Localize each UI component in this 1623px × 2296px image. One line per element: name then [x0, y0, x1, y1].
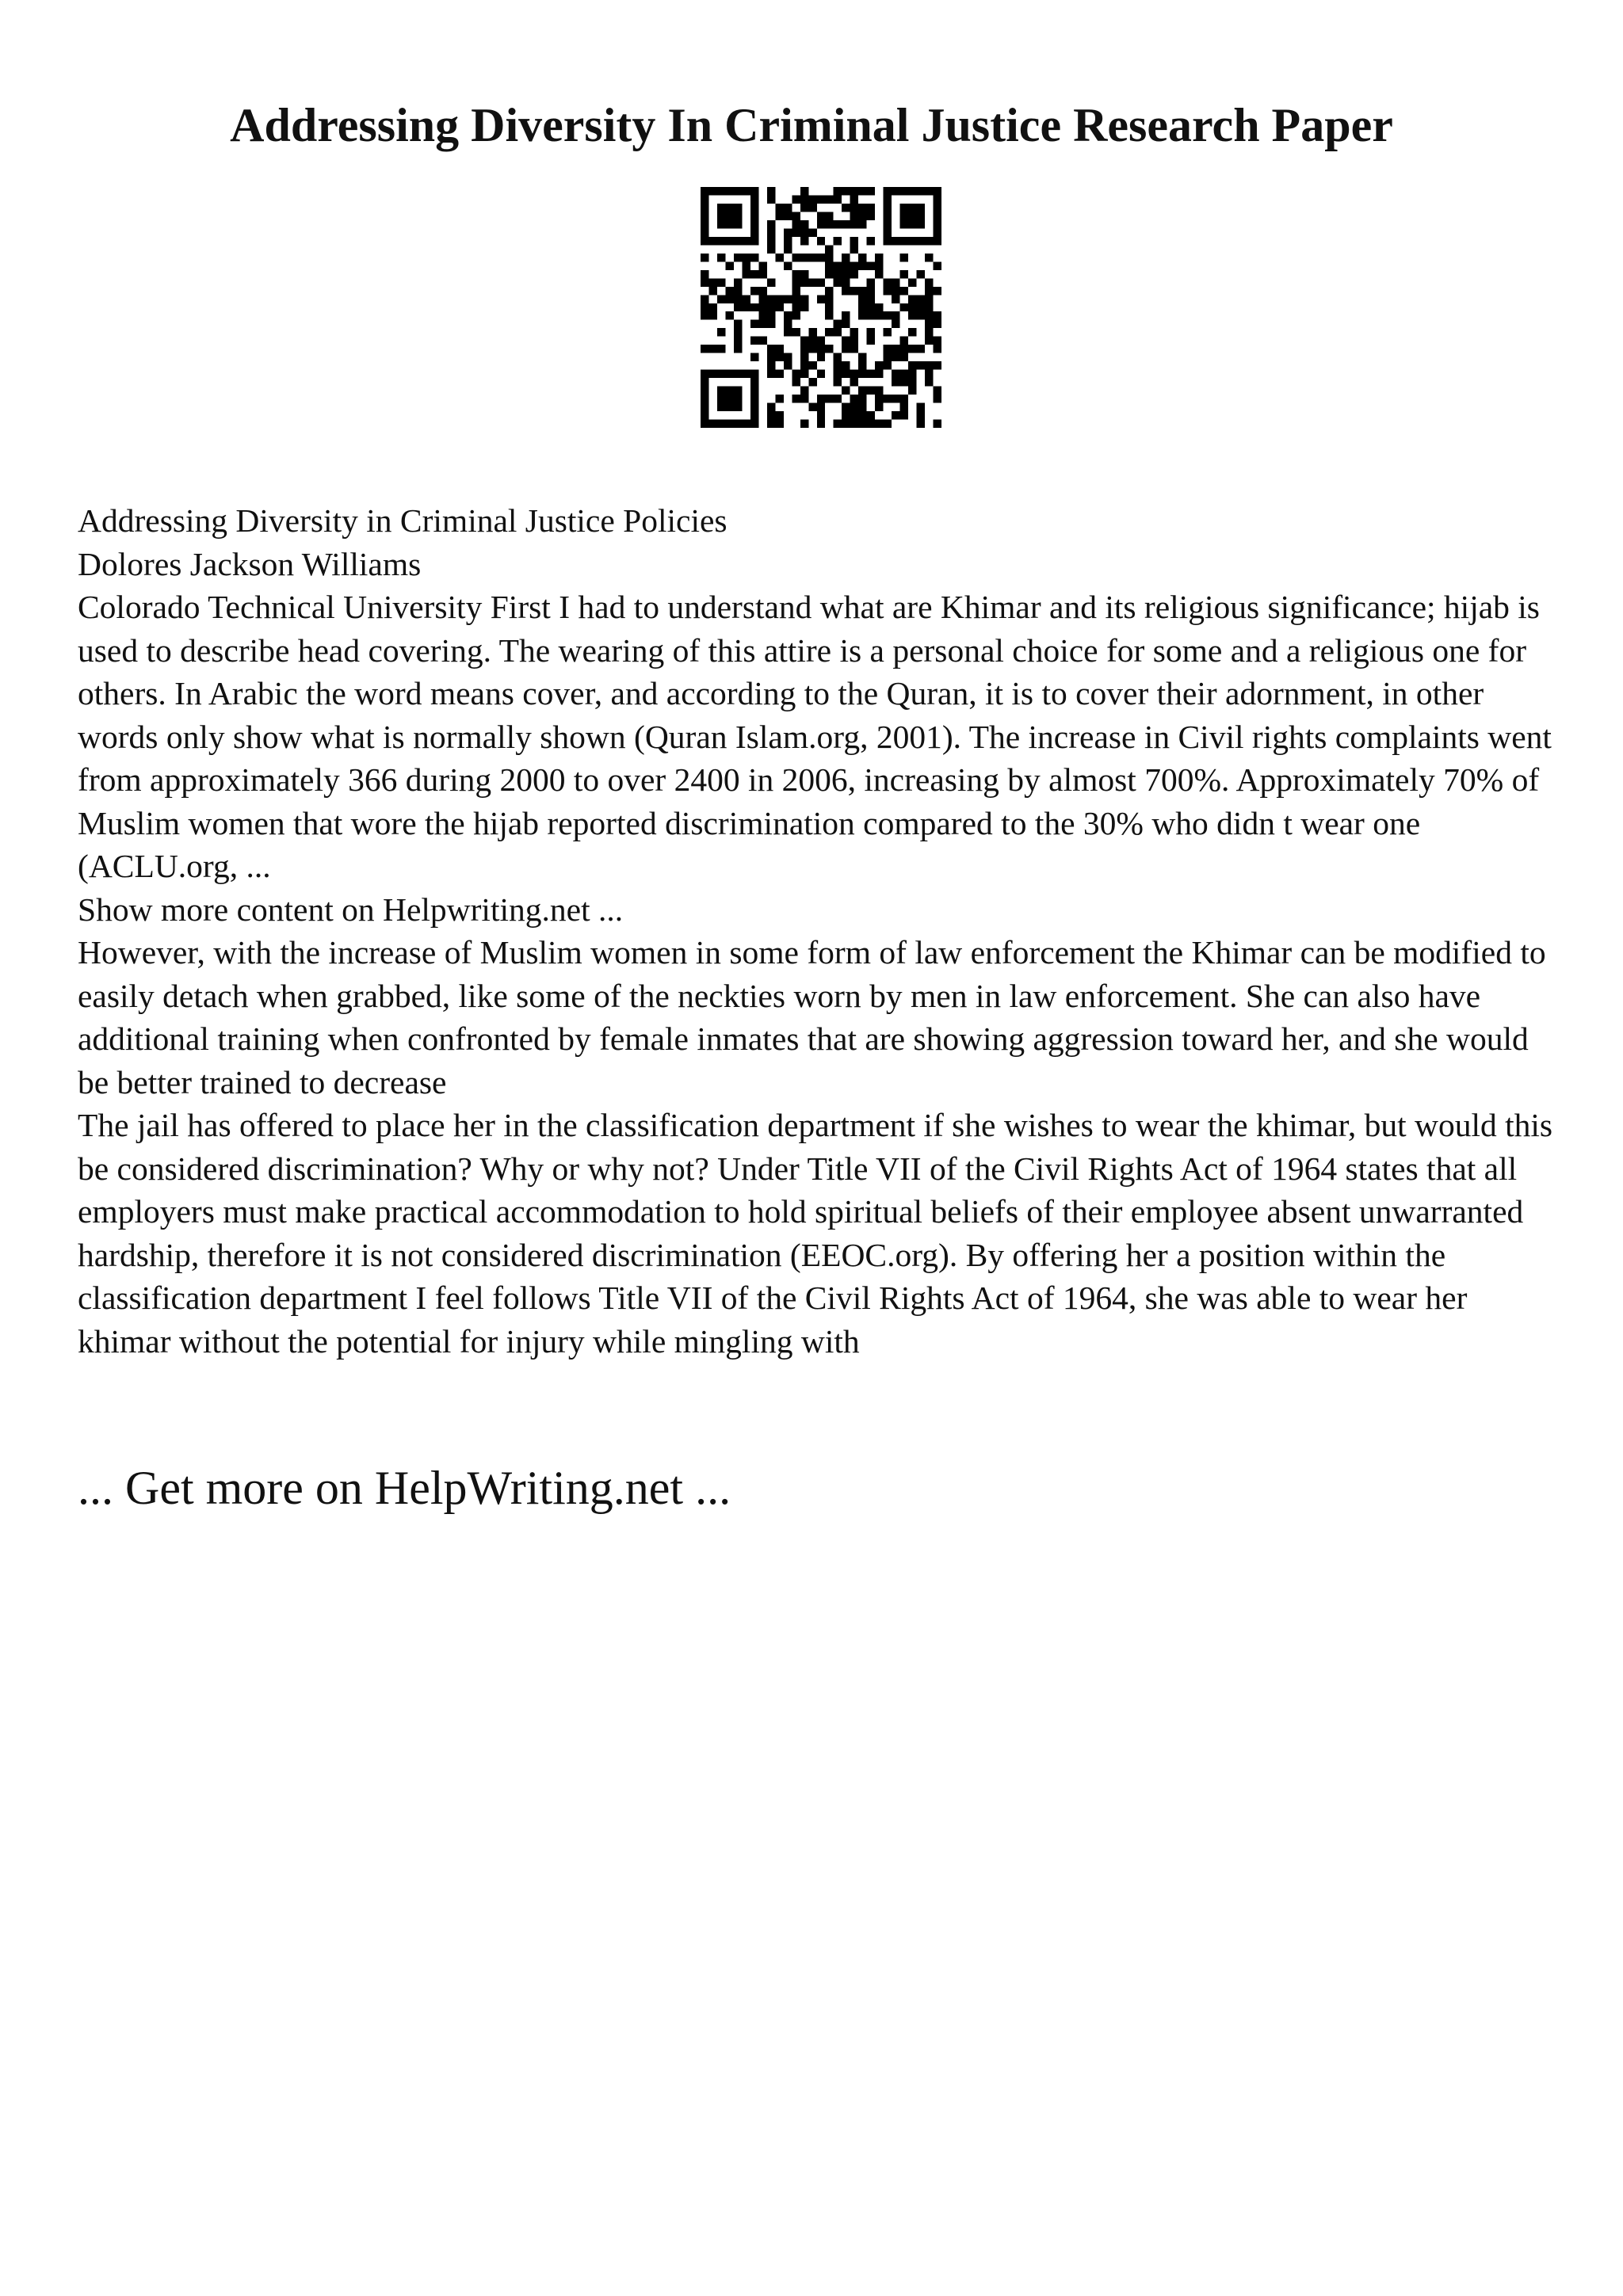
body-paragraph: The jail has offered to place her in the classification department if she wishes to wear the khimar, but would this be considered discrimination? Why or why not? Under Title VII of the Civil Rights Act of 1964 states that all employers must make practical accommodation to hold spiritual beliefs of their employee absent unwarranted hardship, therefore it is not considered discrimination (EEOC.org). By offering her a position within the classification department I feel follows Title VII of the Civil Rights Act of 1964, she was able to wear her khimar without the potential for injury while mingling with: [78, 1107, 1553, 1360]
document-body: [78, 499, 1568, 1363]
body-paragraph: Colorado Technical University First I had to understand what are Khimar and its religious significance; hijab is used to describe head covering. The wearing of this attire is a personal choice for some and a religious one for others. In Arabic the word means cover, and according to the Quran, it is to cover their adornment, in other words only show what is normally shown (Quran Islam.org, 2001). The increase in Civil rights complaints went from approximately 366 during 2000 to over 2400 in 2006, increasing by almost 700%. Approximately 70% of Muslim women that wore the hijab reported discrimination compared to the 30% who didn t wear one (ACLU.org, ...: [78, 589, 1552, 884]
show-more-link[interactable]: Show more content on Helpwriting.net ...: [78, 891, 624, 928]
page-title: Addressing Diversity In Criminal Justice Research Paper: [230, 99, 1393, 151]
author-name: Dolores Jackson Williams: [78, 545, 422, 582]
paper-heading: Addressing Diversity in Criminal Justice Policies: [78, 502, 727, 539]
qr-code-icon: [701, 187, 941, 428]
body-paragraph: However, with the increase of Muslim women in some form of law enforcement the Khimar can be modified to easily detach when grabbed, like some of the neckties worn by men in law enforcement. She can also have additional training when confronted by female inmates that are showing aggression toward her, and she would be better trained to decrease: [78, 934, 1546, 1100]
get-more-link[interactable]: ... Get more on HelpWriting.net ...: [78, 1462, 731, 1514]
